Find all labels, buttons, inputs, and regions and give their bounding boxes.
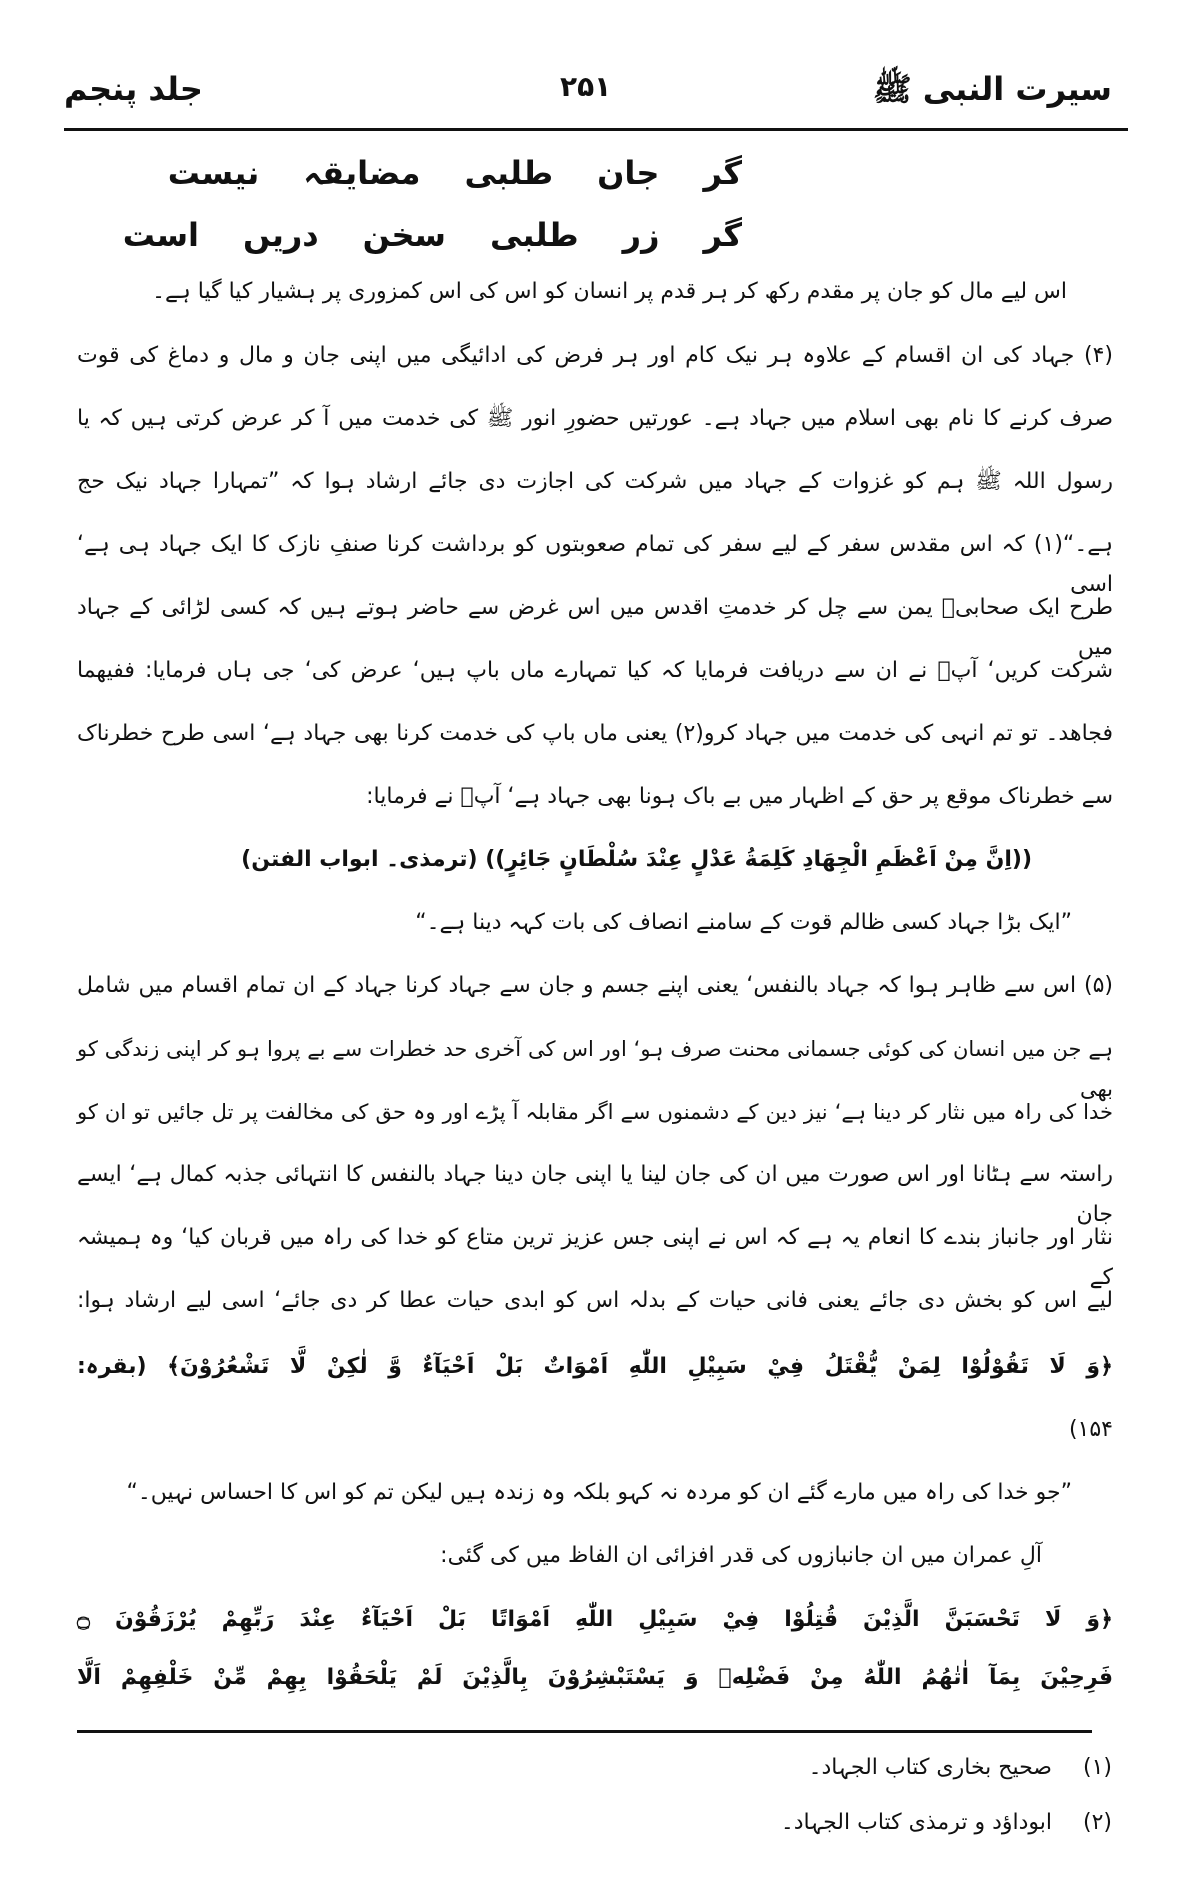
verse-line-2 — [79, 210, 742, 260]
verse-word: است — [122, 216, 200, 254]
verse-line-1 — [124, 148, 742, 198]
footnote-number: (۲) — [1082, 1810, 1112, 1835]
verse-reference: ۱۵۴) — [1068, 1417, 1113, 1442]
text-line: ہے۔“(۱) کہ اس مقدس سفر کے لیے سفر کی تمام صعوبتوں کو برداشت کرنا صنفِ نازک کا ایک جہاد ہی ہے‘ اسی — [77, 532, 1113, 597]
verse-word: نیست — [167, 154, 260, 192]
text-line: (۴) جہاد کی ان اقسام کے علاوہ ہر نیک کام اور ہر فرض کی ادائیگی میں اپنی جان و مال و دماغ کی قوت — [77, 343, 1113, 368]
verse-translation: ”جو خدا کی راہ میں مارے گئے ان کو مردہ نہ کہو بلکہ وہ زندہ ہیں لیکن تم کو اس کا احساس نہیں۔“ — [126, 1480, 1072, 1505]
verse-word: طلبی — [464, 154, 554, 192]
page-number: ۲۵۱ — [560, 70, 612, 103]
quran-verse: فَرِحِيْنَ بِمَآ اٰتٰهُمُ اللّٰهُ مِنْ فَضْلِهٖ وَ يَسْتَبْشِرُوْنَ بِالَّذِيْنَ لَمْ يَلْحَقُوْا بِهِمْ مِّنْ خَلْفِهِمْ اَلَّا — [77, 1665, 1113, 1690]
text-line: راستہ سے ہٹانا اور اس صورت میں ان کی جان لینا یا اپنی جان دینا جہاد بالنفس کا انتہائی جذبہ کمال ہے‘ ایسے جان — [77, 1162, 1113, 1227]
verse-word: دریں — [243, 216, 319, 254]
verse-word: طلبی — [490, 216, 579, 254]
book-title: سیرت النبی ﷺ — [872, 70, 1112, 108]
text-line: رسول اللہ ﷺ ہم کو غزوات کے جہاد میں شرکت کی اجازت دی جائے ارشاد ہوا کہ ”تمہارا جہاد نیک حج — [77, 469, 1113, 494]
verse-word: گر — [703, 216, 742, 254]
text-line: صرف کرنے کا نام بھی اسلام میں جہاد ہے۔ عورتیں حضورِ انور ﷺ کی خدمت میں آ کر عرض کرتی ہیں کہ یا — [77, 406, 1113, 431]
quran-verse: ﴿وَ لَا تَقُوْلُوْا لِمَنْ يُّقْتَلُ فِيْ سَبِيْلِ اللّٰهِ اَمْوَاتٌ بَلْ اَحْيَآءٌ وَّ لٰكِنْ لَّا تَشْعُرُوْنَ﴾ (بقرہ: — [77, 1354, 1113, 1379]
hadith-quote: ((اِنَّ مِنْ اَعْظَمِ الْجِهَادِ كَلِمَةُ عَدْلٍ عِنْدَ سُلْطَانٍ جَائِرٍ)) (ترمذی۔ ابواب الفتن) — [241, 847, 1032, 872]
verse-word: مضایقہ — [303, 154, 421, 192]
quran-verse: ﴿وَ لَا تَحْسَبَنَّ الَّذِيْنَ قُتِلُوْا فِيْ سَبِيْلِ اللّٰهِ اَمْوَاتًا بَلْ اَحْيَآءٌ عِنْدَ رَبِّهِمْ يُرْزَقُوْنَ ۝ — [77, 1607, 1113, 1632]
text-line: ہے جن میں انسان کی کوئی جسمانی محنت صرف ہو‘ اور اس کی آخری حد خطرات سے بے پروا ہو کر اپنی زندگی کو بھی — [77, 1037, 1113, 1101]
hadith-translation: ”ایک بڑا جہاد کسی ظالم قوت کے سامنے انصاف کی بات کہہ دینا ہے۔“ — [415, 910, 1072, 935]
footnote-text: ابوداؤد و ترمذی کتاب الجہاد۔ — [780, 1810, 1052, 1835]
text-line: طرح ایک صحابیؓ یمن سے چل کر خدمتِ اقدس میں اس غرض سے حاضر ہوتے ہیں کہ کسی لڑائی کے جہاد میں — [77, 595, 1113, 660]
verse-word: سخن — [362, 216, 446, 254]
footnote — [781, 1810, 1112, 1835]
volume-label: جلد پنجم — [64, 70, 203, 108]
verse-word: جان — [597, 154, 660, 192]
verse-word: زر — [622, 216, 660, 254]
text-line: (۵) اس سے ظاہر ہوا کہ جہاد بالنفس‘ یعنی اپنے جسم و جان سے جہاد کرنا جہاد کے ان تمام اقسام میں شامل — [77, 973, 1113, 998]
header-divider — [64, 128, 1128, 131]
text-line: سے خطرناک موقع پر حق کے اظہار میں بے باک ہونا بھی جہاد ہے‘ آپؐ نے فرمایا: — [366, 784, 1113, 809]
text-line: شرکت کریں‘ آپؐ نے ان سے دریافت فرمایا کہ کیا تمہارے ماں باپ ہیں‘ عرض کی‘ جی ہاں فرمایا: ففیھما — [77, 658, 1113, 683]
footnote-text: صحیح بخاری کتاب الجہاد۔ — [808, 1755, 1052, 1780]
verse-word: گر — [703, 154, 742, 192]
text-line: خدا کی راہ میں نثار کر دینا ہے‘ نیز دین کے دشمنوں سے اگر مقابلہ آ پڑے اور وہ حق کی مخالفت پر تل جائیں تو ان کو — [77, 1100, 1113, 1124]
text-line: آلِ عمران میں ان جانبازوں کی قدر افزائی ان الفاظ میں کی گئی: — [440, 1543, 1042, 1568]
footnote — [809, 1755, 1112, 1780]
text-line: اس لیے مال کو جان پر مقدم رکھ کر ہر قدم پر انسان کو اس کی اس کمزوری پر ہشیار کیا گیا ہے۔ — [152, 279, 1067, 304]
footnote-number: (۱) — [1082, 1755, 1112, 1780]
text-line: لیے اس کو بخش دی جائے یعنی فانی حیات کے بدلہ اس کو ابدی حیات عطا کر دی جائے‘ اسی لیے ارشاد ہوا: — [77, 1288, 1113, 1313]
text-line: فجاھد۔ تو تم انہی کی خدمت میں جہاد کرو(۲) یعنی ماں باپ کی خدمت کرنا بھی جہاد ہے‘ اسی طرح خطرناک — [77, 721, 1113, 746]
footnote-divider — [77, 1730, 1092, 1733]
text-line: نثار اور جانباز بندے کا انعام یہ ہے کہ اس نے اپنی جس عزیز ترین متاع کو خدا کی راہ میں قربان کیا‘ وہ ہمیشہ کے — [77, 1225, 1113, 1290]
